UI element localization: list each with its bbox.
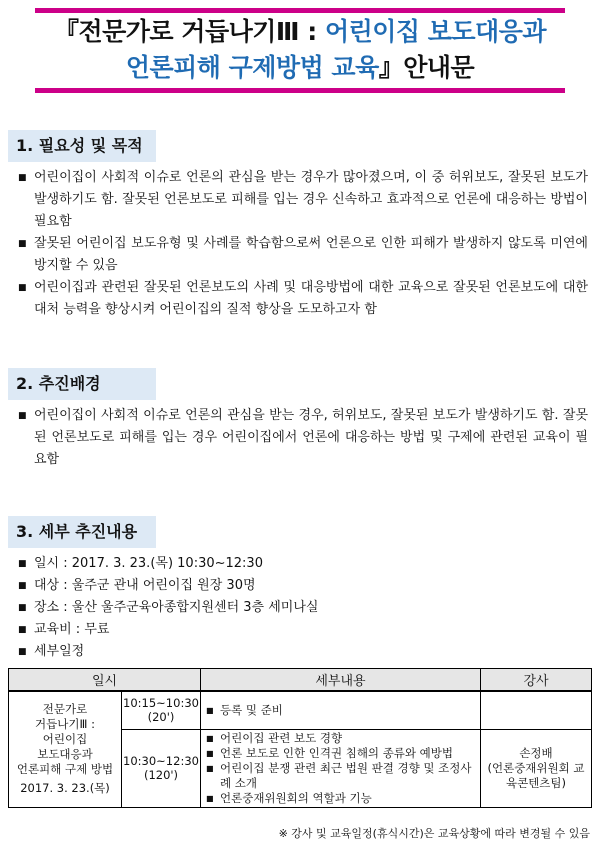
background-list bbox=[16, 405, 588, 471]
instructor-cell bbox=[481, 691, 592, 729]
time-cell bbox=[122, 691, 201, 729]
section-heading-background: 2. 추진배경 bbox=[8, 368, 156, 400]
title-top-rule bbox=[35, 8, 565, 13]
list-item: ■ 장소 : 울산 울주군육아종합지원센터 3층 세미나실 bbox=[16, 597, 588, 619]
instructor-org: (언론중재위원회 교육콘텐츠팀) bbox=[487, 760, 585, 790]
list-item: ■ 어린이집 관련 보도 경향 bbox=[206, 731, 475, 746]
program-line: 거듭나기Ⅲ : bbox=[35, 717, 95, 732]
list-item: ■ 잘못된 어린이집 보도유형 및 사례를 학습함으로써 언론으로 인한 피해가 발생하지 않도록 미연에 방지할 수 있음 bbox=[16, 233, 588, 277]
list-item: ■ 대상 : 울주군 관내 어린이집 원장 30명 bbox=[16, 575, 588, 597]
program-cell bbox=[9, 691, 122, 807]
table-row bbox=[9, 691, 592, 729]
program-line: 언론피해 구제 방법 bbox=[16, 762, 114, 777]
content-list bbox=[202, 703, 479, 718]
time-range: 10:30~12:30 bbox=[123, 754, 199, 768]
program-date: 2017. 3. 23.(목) bbox=[20, 781, 110, 796]
title-highlight-2: 언론피해 구제방법 교육 bbox=[125, 53, 379, 82]
list-item: ■ 교육비 : 무료 bbox=[16, 619, 588, 641]
duration: (120') bbox=[143, 768, 179, 782]
instructor-cell bbox=[481, 729, 592, 807]
content-cell bbox=[201, 729, 481, 807]
time-range: 10:15~10:30 bbox=[123, 696, 199, 711]
header-instructor: 강사 bbox=[481, 669, 592, 692]
title-suffix: 』안내문 bbox=[378, 53, 475, 82]
header-content: 세부내용 bbox=[201, 669, 481, 692]
header-datetime: 일시 bbox=[9, 669, 201, 692]
program-line: 어린이집 bbox=[42, 732, 88, 747]
title-highlight-1: 어린이집 보도대응과 bbox=[324, 17, 546, 46]
purpose-list bbox=[16, 167, 588, 321]
footnote: ※ 강사 및 교육일정(휴식시간)은 교육상황에 따라 변경될 수 있음 bbox=[278, 827, 590, 840]
document-title-line2 bbox=[20, 50, 580, 86]
list-item: ■ 어린이집 분쟁 관련 최근 법원 판결 경향 및 조정사례 소개 bbox=[206, 761, 475, 791]
list-item: ■ 어린이집과 관련된 잘못된 언론보도의 사례 및 대응방법에 대한 교육으로 잘못된 언론보도에 대한 대처 능력을 향상시켜 어린이집의 질적 향상을 도모하고자 함 bbox=[16, 277, 588, 321]
list-item: ■ 일시 : 2017. 3. 23.(목) 10:30~12:30 bbox=[16, 553, 588, 575]
list-item: ■ 세부일정 bbox=[16, 641, 588, 663]
details-list bbox=[16, 553, 588, 663]
section-heading-details: 3. 세부 추진내용 bbox=[8, 516, 156, 548]
list-item: ■ 언론중재위원회의 역할과 기능 bbox=[206, 791, 475, 806]
table-header-row bbox=[9, 669, 592, 692]
list-item: ■ 어린이집이 사회적 이슈로 언론의 관심을 받는 경우가 많아졌으며, 이 중 허위보도, 잘못된 보도가 발생하기도 함. 잘못된 언론보도로 피해를 입는 경우 신속하고 효과적으로 언론에 대응하는 방법이 필요함 bbox=[16, 167, 588, 233]
instructor-name: 손정배 bbox=[519, 745, 553, 760]
program-line: 전문가로 bbox=[42, 702, 88, 717]
title-bottom-rule bbox=[35, 88, 565, 93]
title-prefix: 『전문가로 거듭나기Ⅲ : bbox=[53, 17, 325, 46]
time-cell bbox=[122, 729, 201, 807]
duration: (20') bbox=[147, 710, 175, 725]
document-title-line1 bbox=[20, 14, 580, 50]
section-heading-purpose: 1. 필요성 및 목적 bbox=[8, 130, 156, 162]
content-list bbox=[202, 731, 479, 806]
list-item: ■ 등록 및 준비 bbox=[206, 703, 475, 718]
content-cell bbox=[201, 691, 481, 729]
list-item: ■ 언론 보도로 인한 인격권 침해의 종류와 예방법 bbox=[206, 746, 475, 761]
schedule-table bbox=[8, 668, 592, 808]
program-line: 보도대응과 bbox=[37, 747, 93, 762]
list-item: ■ 어린이집이 사회적 이슈로 언론의 관심을 받는 경우, 허위보도, 잘못된 보도가 발생하기도 함. 잘못된 언론보도로 피해를 입는 경우 어린이집에서 언론에 대응하는 방법 및 구제에 관련된 교육이 필요함 bbox=[16, 405, 588, 471]
